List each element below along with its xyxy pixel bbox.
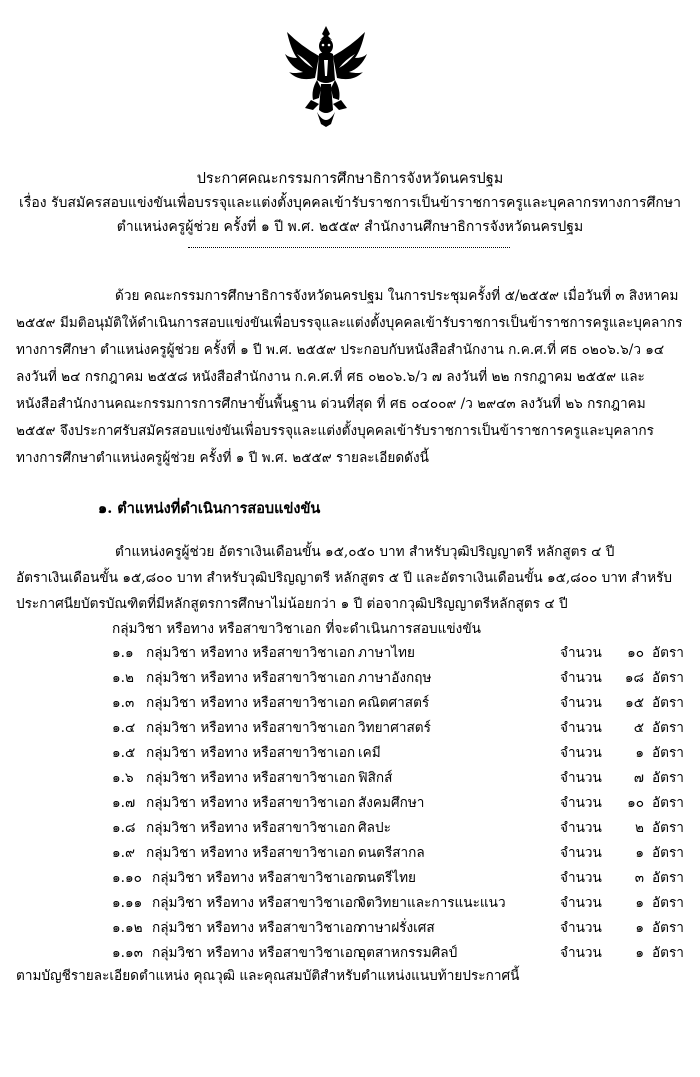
salary-paragraph [16,539,688,617]
announcement-subject-line-1: เรื่อง รับสมัครสอบแข่งขันเพื่อบรรจุและแต่งตั้งบุคคลเข้ารับราชการเป็นข้าราชการครูและบุคลากรทางการศึกษา [19,195,681,211]
item-count-word: จำนวน [560,820,602,836]
subject-list-item [112,717,684,739]
item-count: ๑ [635,895,644,911]
item-count: ๒ [635,820,644,836]
section-1-heading: ๑. ตำแหน่งที่ดำเนินการสอบแข่งขัน [98,500,321,517]
item-group-label: กลุ่มวิชา หรือทาง หรือสาขาวิชาเอก [146,820,356,836]
item-count-word: จำนวน [560,770,602,786]
dotted-divider [188,247,510,248]
item-unit: อัตรา [652,845,684,861]
item-number: ๑.๗ [112,795,136,811]
item-subject: ภาษาอังกฤษ [358,670,432,686]
item-unit: อัตรา [652,945,684,961]
item-subject: ภาษาฝรั่งเศส [358,920,435,936]
item-number: ๑.๑๒ [112,920,143,936]
item-count-word: จำนวน [560,695,602,711]
item-unit: อัตรา [652,795,684,811]
salary-line: ประกาศนียบัตรบัณฑิตที่มีหลักสูตรการศึกษาไม่น้อยกว่า ๑ ปี ต่อจากวุฒิปริญญาตรีหลักสูตร ๔ ปี [16,596,568,612]
item-unit: อัตรา [652,745,684,761]
item-count: ๑๐ [627,795,644,811]
intro-paragraph [16,283,688,472]
item-group-label: กลุ่มวิชา หรือทาง หรือสาขาวิชาเอก [146,645,356,661]
item-count: ๗ [633,770,644,786]
item-count: ๑ [635,920,644,936]
item-subject: อุตสาหกรรมศิลป์ [358,945,458,961]
item-subject: เคมี [358,745,381,761]
item-number: ๑.๑ [112,645,134,661]
intro-line: หนังสือสำนักงานคณะกรรมการการศึกษาขั้นพื้นฐาน ด่วนที่สุด ที่ ศธ ๐๔๐๐๙ /ว ๒๙๔๓ ลงวันที่ ๒๖ กรกฎาคม [16,396,646,412]
salary-line: อัตราเงินเดือนขั้น ๑๕,๘๐๐ บาท สำหรับวุฒิปริญญาตรี หลักสูตร ๕ ปี และอัตราเงินเดือนขั้น ๑๕,๘๐๐ บาท สำหรับ [16,570,673,586]
item-number: ๑.๖ [112,770,134,786]
intro-line: ๒๕๕๙ มีมติอนุมัติให้ดำเนินการสอบแข่งขันเพื่อบรรจุและแต่งตั้งบุคคลเข้ารับราชการเป็นข้าราชการครูและบุคลากร [16,315,683,331]
item-count: ๕ [633,720,644,736]
item-group-label: กลุ่มวิชา หรือทาง หรือสาขาวิชาเอก [146,745,356,761]
salary-line: ตำแหน่งครูผู้ช่วย อัตราเงินเดือนขั้น ๑๕,๐๕๐ บาท สำหรับวุฒิปริญญาตรี หลักสูตร ๔ ปี [115,544,615,560]
footer-note: ตามบัญชีรายละเอียดตำแหน่ง คุณวุฒิ และคุณสมบัติสำหรับตำแหน่งแนบท้ายประกาศนี้ [16,968,520,984]
subject-list-item [112,792,684,814]
item-count-word: จำนวน [560,670,602,686]
item-subject: คณิตศาสตร์ [358,695,430,711]
item-group-label: กลุ่มวิชา หรือทาง หรือสาขาวิชาเอก [152,945,362,961]
item-unit: อัตรา [652,895,684,911]
item-unit: อัตรา [652,870,684,886]
item-group-label: กลุ่มวิชา หรือทาง หรือสาขาวิชาเอก [146,770,356,786]
item-count-word: จำนวน [560,945,602,961]
item-unit: อัตรา [652,820,684,836]
item-subject: จิตวิทยาและการแนะแนว [358,895,506,911]
item-subject: ดนตรีไทย [358,870,417,886]
item-unit: อัตรา [652,670,684,686]
item-unit: อัตรา [652,770,684,786]
item-group-label: กลุ่มวิชา หรือทาง หรือสาขาวิชาเอก [146,795,356,811]
item-count-word: จำนวน [560,795,602,811]
item-number: ๑.๒ [112,670,134,686]
subject-list-item [112,917,684,939]
item-number: ๑.๓ [112,695,135,711]
subject-list-item [112,642,684,664]
announcement-subject-line-2: ตำแหน่งครูผู้ช่วย ครั้งที่ ๑ ปี พ.ศ. ๒๕๕๙ สำนักงานศึกษาธิการจังหวัดนครปฐม [116,219,584,235]
item-subject: ฟิสิกส์ [358,770,393,786]
subject-list-item [112,842,684,864]
subject-list-item [112,742,684,764]
subject-list-item [112,667,684,689]
item-subject: ภาษาไทย [358,645,415,661]
item-count-word: จำนวน [560,920,602,936]
intro-line: ๒๕๕๙ จึงประกาศรับสมัครสอบแข่งขันเพื่อบรรจุและแต่งตั้งบุคคลเข้ารับราชการเป็นข้าราชการครูและบุคลากร [16,423,654,439]
item-count: ๑๐ [627,645,644,661]
announcement-title: ประกาศคณะกรรมการศึกษาธิการจังหวัดนครปฐม [196,171,504,187]
item-count-word: จำนวน [560,745,602,761]
item-count-word: จำนวน [560,720,602,736]
item-subject: สังคมศึกษา [358,795,425,811]
item-group-label: กลุ่มวิชา หรือทาง หรือสาขาวิชาเอก [152,920,362,936]
intro-line: ด้วย คณะกรรมการศึกษาธิการจังหวัดนครปฐม ในการประชุมครั้งที่ ๕/๒๕๕๙ เมื่อวันที่ ๓ สิงหาคม [115,288,679,304]
item-number: ๑.๑๑ [112,895,143,911]
item-count: ๑๕ [625,695,644,711]
subject-list-item [112,767,684,789]
item-subject: วิทยาศาสตร์ [358,720,431,736]
item-number: ๑.๔ [112,720,136,736]
item-group-label: กลุ่มวิชา หรือทาง หรือสาขาวิชาเอก [146,720,356,736]
garuda-emblem-icon [283,24,369,128]
item-count: ๓ [634,870,644,886]
item-count-word: จำนวน [560,845,602,861]
subject-list-item [112,817,684,839]
subject-list-item [112,692,684,714]
subject-list-item [112,867,684,889]
item-subject: ศิลปะ [358,820,391,836]
item-number: ๑.๑๐ [112,870,142,886]
item-count: ๑ [635,945,644,961]
subject-list-item [112,892,684,914]
item-number: ๑.๕ [112,745,136,761]
item-unit: อัตรา [652,645,684,661]
item-group-label: กลุ่มวิชา หรือทาง หรือสาขาวิชาเอก [146,695,356,711]
item-subject: ดนตรีสากล [358,845,425,861]
intro-line: ทางการศึกษาตำแหน่งครูผู้ช่วย ครั้งที่ ๑ ปี พ.ศ. ๒๕๕๙ รายละเอียดดังนี้ [16,450,429,466]
intro-line: ทางการศึกษา ตำแหน่งครูผู้ช่วย ครั้งที่ ๑ ปี พ.ศ. ๒๕๕๙ ประกอบกับหนังสือสำนักงาน ก.ค.ศ.ที่ ศธ ๐๒๐๖.๖/ว ๑๔ [16,342,665,358]
item-count-word: จำนวน [560,870,602,886]
item-count: ๑ [635,745,644,761]
subject-list-item [112,942,684,964]
item-number: ๑.๑๓ [112,945,143,961]
item-number: ๑.๘ [112,820,136,836]
item-unit: อัตรา [652,920,684,936]
item-count: ๑ [635,845,644,861]
item-group-label: กลุ่มวิชา หรือทาง หรือสาขาวิชาเอก [152,870,362,886]
item-unit: อัตรา [652,695,684,711]
item-number: ๑.๙ [112,845,135,861]
item-unit: อัตรา [652,720,684,736]
subject-list-intro: กลุ่มวิชา หรือทาง หรือสาขาวิชาเอก ที่จะดำเนินการสอบแข่งขัน [112,621,481,637]
intro-line: ลงวันที่ ๒๔ กรกฎาคม ๒๕๕๘ หนังสือสำนักงาน ก.ค.ศ.ที่ ศธ ๐๒๐๖.๖/ว ๗ ลงวันที่ ๒๒ กรกฎาคม ๒๕๕๙ และ [16,369,645,385]
item-count-word: จำนวน [560,645,602,661]
item-count-word: จำนวน [560,895,602,911]
item-group-label: กลุ่มวิชา หรือทาง หรือสาขาวิชาเอก [146,845,356,861]
item-group-label: กลุ่มวิชา หรือทาง หรือสาขาวิชาเอก [146,670,356,686]
item-group-label: กลุ่มวิชา หรือทาง หรือสาขาวิชาเอก [152,895,362,911]
item-count: ๑๘ [624,670,644,686]
